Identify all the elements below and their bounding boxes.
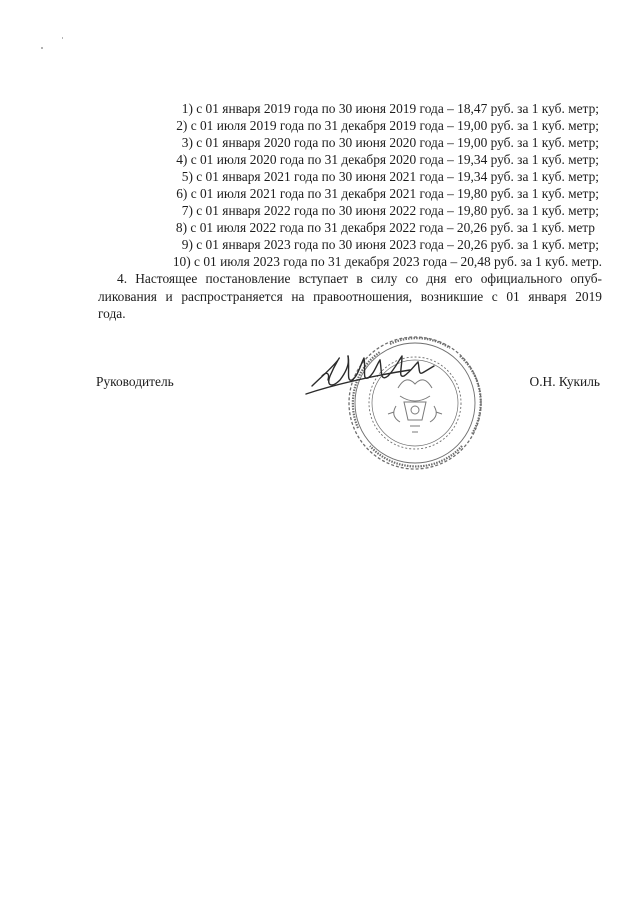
signatory-name: О.Н. Кукиль	[529, 374, 600, 389]
tariff-item: 10) с 01 июля 2023 года по 31 декабря 2023 года – 20,48 руб. за 1 куб. метр.	[172, 254, 602, 269]
tariff-item: 8) с 01 июля 2022 года по 31 декабря 2022 года – 20,26 руб. за 1 куб. метр	[175, 220, 595, 235]
scan-speck	[41, 47, 43, 49]
tariff-item: 3) с 01 января 2020 года по 30 июня 2020 года – 19,00 руб. за 1 куб. метр;	[181, 135, 599, 150]
clause-4-line: года.	[98, 306, 126, 321]
clause-4-line: ликования и распространяется на правоотношения, возникшие с 01 января 2019	[98, 288, 602, 304]
tariff-item: 1) с 01 января 2019 года по 30 июня 2019 года – 18,47 руб. за 1 куб. метр;	[181, 101, 599, 116]
official-stamp-and-signature	[300, 336, 510, 481]
tariff-item: 5) с 01 января 2021 года по 30 июня 2021 года – 19,34 руб. за 1 куб. метр;	[181, 169, 599, 184]
tariff-item: 2) с 01 июля 2019 года по 31 декабря 2019 года – 19,00 руб. за 1 куб. метр;	[176, 118, 599, 133]
signatory-role: Руководитель	[96, 374, 174, 389]
tariff-item: 6) с 01 июля 2021 года по 31 декабря 2021 года – 19,80 руб. за 1 куб. метр;	[176, 186, 599, 201]
tariff-item: 7) с 01 января 2022 года по 30 июня 2022 года – 19,80 руб. за 1 куб. метр;	[181, 203, 599, 218]
tariff-item: 4) с 01 июля 2020 года по 31 декабря 2020 года – 19,34 руб. за 1 куб. метр;	[176, 152, 599, 167]
clause-4-line: 4. Настоящее постановление вступает в силу со дня его официального опуб-	[117, 271, 602, 286]
clause-4-paragraph	[98, 270, 602, 323]
scan-speck	[62, 37, 63, 39]
tariff-item: 9) с 01 января 2023 года по 30 июня 2023 года – 20,26 руб. за 1 куб. метр;	[181, 237, 599, 252]
round-seal	[349, 337, 481, 469]
